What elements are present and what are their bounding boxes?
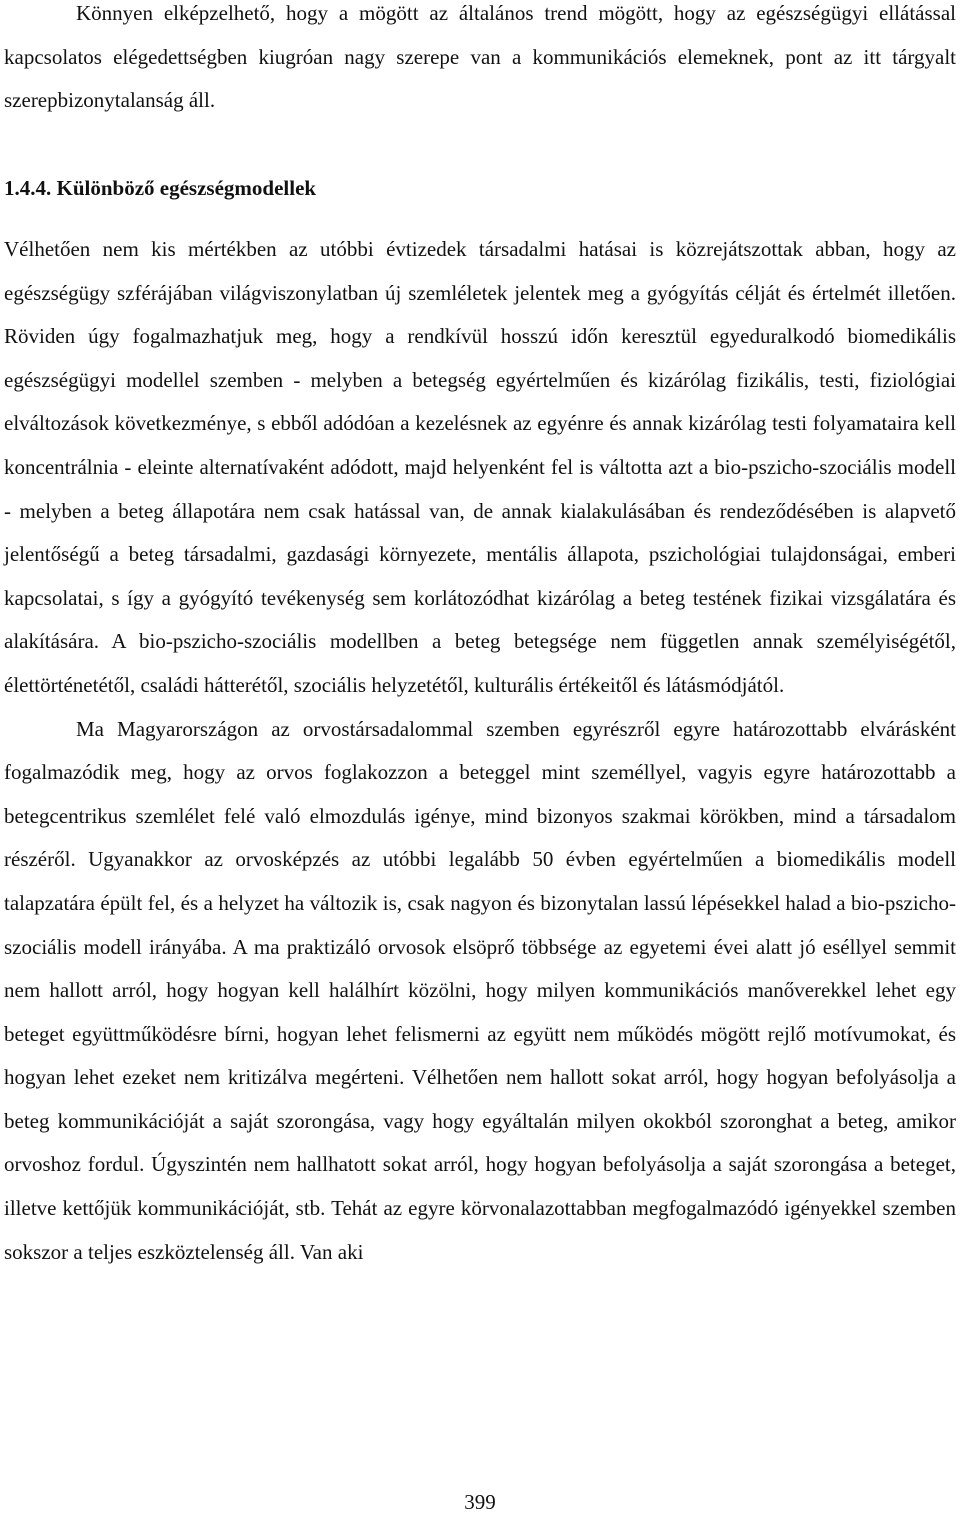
- section-body: [4, 228, 956, 1274]
- page-number: 399: [464, 1490, 496, 1514]
- body-paragraph-hungary: Ma Magyarországon az orvostársadalommal szemben egyrészről egyre határozottabb elvárásként fogalmazódik meg, hogy az orvos foglakozzon a beteggel mint személlyel, vagyis egyre határozottabb a betegcentrikus szemlélet felé való elmozdulás igénye, mind bizonyos szakmai körökben, mind a társadalom részéről. Ugyanakkor az orvosképzés az utóbbi legalább 50 évben egyértelműen a biomedikális modell talapzatára épült fel, és a helyzet ha változik is, csak nagyon és bizonytalan lassú lépésekkel halad a bio-pszicho-szociális modell irányába. A ma praktizáló orvosok elsöprő többsége az egyetemi évei alatt jó eséllyel semmit nem hallott arról, hogy hogyan kell halálhírt közölni, hogy milyen kommunikációs manőverekkel lehet egy beteget együttműködésre bírni, hogyan lehet felismerni az együtt nem működés mögött rejlő motívumokat, és hogyan lehet ezeket nem kritizálva megérteni. Vélhetően nem hallott sokat arról, hogy hogyan befolyásolja a beteg kommunikációját a saját szorongása, vagy hogy egyáltalán milyen okokból szoronghat a beteg, amikor orvoshoz fordul. Úgyszintén nem hallhatott sokat arról, hogy hogyan befolyásolja a saját szorongása a beteget, illetve kettőjük kommunikációját, stb. Tehát az egyre körvonalazottabban megfogalmazódó igényekkel szemben sokszor a teljes eszköztelenség áll. Van aki: [4, 716, 956, 1264]
- body-paragraph-models: Vélhetően nem kis mértékben az utóbbi évtizedek társadalmi hatásai is közrejátszottak abban, hogy az egészségügy szférájában világviszonylatban új szemléletek jelentek meg a gyógyítás célját és értelmét illetően. Röviden úgy fogalmazhatjuk meg, hogy a rendkívül hosszú időn keresztül egyeduralkodó biomedikális egészségügyi modellel szemben - melyben a betegség egyértelműen és kizárólag fizikális, testi, fiziológiai elváltozások következménye, s ebből adódóan a kezelésnek az egyénre és annak kizárólag testi folyamataira kell koncentrálnia - eleinte alternatívaként adódott, majd helyenként fel is váltotta azt a bio-pszicho-szociális modell - melyben a beteg állapotára nem csak hatással van, de annak kialakulásában és rendeződésében is alapvető jelentőségű a beteg társadalmi, gazdasági környezete, mentális állapota, pszichológiai tulajdonságai, emberi kapcsolatai, s így a gyógyító tevékenység sem korlátozódhat kizárólag a beteg testének fizikai vizsgálatára és alakítására. A bio-pszicho-szociális modellben a beteg betegsége nem független annak személyiségétől, élettörténetétől, családi hátterétől, szociális helyzetétől, kulturális értékeitől és látásmódjától.: [4, 237, 956, 697]
- section-heading: 1.4.4. Különböző egészségmodellek: [4, 176, 317, 200]
- document-page: [4, 0, 956, 1264]
- intro-paragraph: Könnyen elképzelhető, hogy a mögött az általános trend mögött, hogy az egészségügyi ellátással kapcsolatos elégedettségben kiugróan nagy szerepe van a kommunikációs elemeknek, pont az itt tárgyalt szerepbizonytalanság áll.: [4, 1, 956, 113]
